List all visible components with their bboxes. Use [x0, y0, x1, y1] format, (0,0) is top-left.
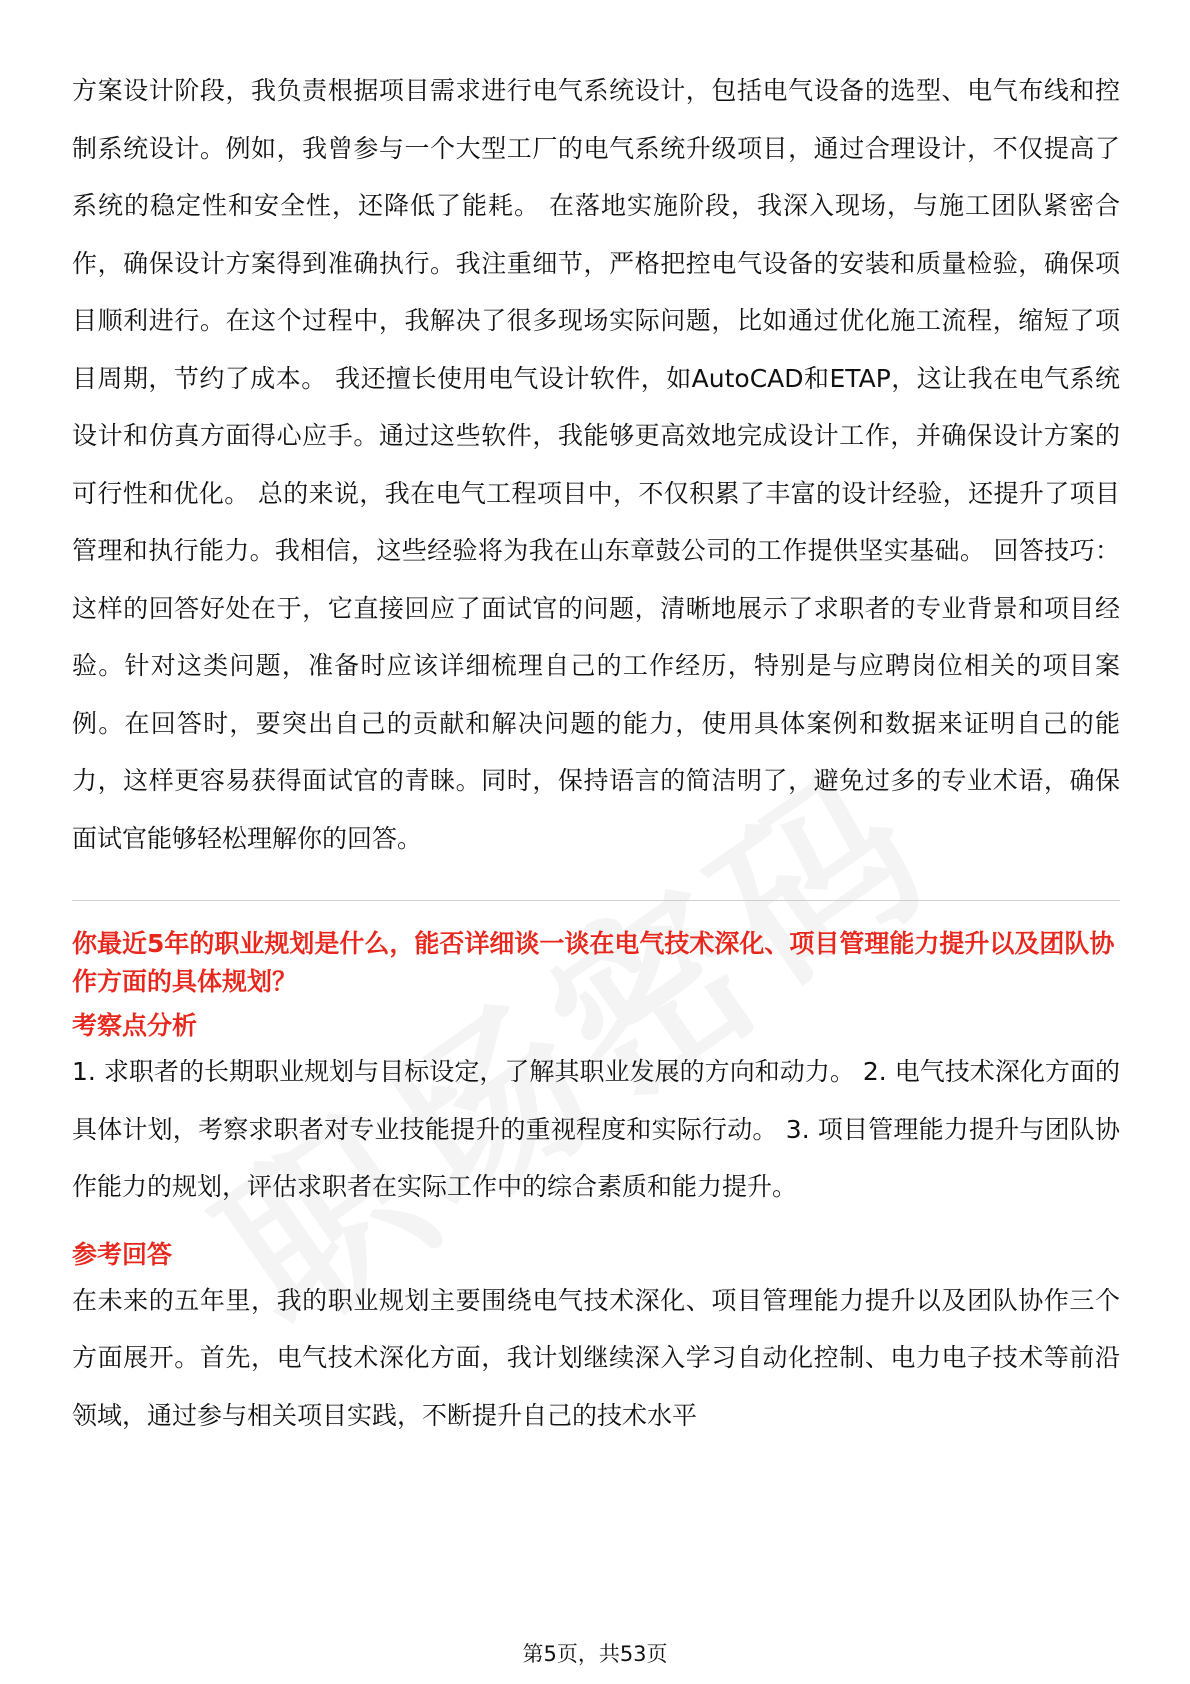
analysis-text: 1. 求职者的长期职业规划与目标设定，了解其职业发展的方向和动力。 2. 电气技术深化方面的具体计划，考察求职者对专业技能提升的重视程度和实际行动。 3. 项目管理能力提升与团队协作能力的规划，评估求职者在实际工作中的综合素质和能力提升。 [72, 1057, 1120, 1201]
analysis-heading: 考察点分析 [72, 1011, 198, 1040]
answer-text: 在未来的五年里，我的职业规划主要围绕电气技术深化、项目管理能力提升以及团队协作三个方面展开。首先，电气技术深化方面，我计划继续深入学习自动化控制、电力电子技术等前沿领域，通过参与相关项目实践，不断提升自己的技术水平 [72, 1285, 1120, 1430]
page-number: 第5页，共53页 [522, 1642, 668, 1666]
section-divider [72, 900, 1120, 901]
previous-answer-continuation: 方案设计阶段，我负责根据项目需求进行电气系统设计，包括电气设备的选型、电气布线和控制系统设计。例如，我曾参与一个大型工厂的电气系统升级项目，通过合理设计，不仅提高了系统的稳定性和安全性，还降低了能耗。 在落地实施阶段，我深入现场，与施工团队紧密合作，确保设计方案得到准确执行。我注重细节，严格把控电气设备的安装和质量检验，确保项目顺利进行。在这个过程中，我解决了很多现场实际问题，比如通过优化施工流程，缩短了项目周期，节约了成本。 我还擅长使用电气设计软件，如AutoCAD和ETAP，这让我在电气系统设计和仿真方面得心应手。通过这些软件，我能够更高效地完成设计工作，并确保设计方案的可行性和优化。 总的来说，我在电气工程项目中，不仅积累了丰富的设计经验，还提升了项目管理和执行能力。我相信，这些经验将为我在山东章鼓公司的工作提供坚实基础。 回答技巧： 这样的回答好处在于，它直接回应了面试官的问题，清晰地展示了求职者的专业背景和项目经验。针对这类问题，准备时应该详细梳理自己的工作经历，特别是与应聘岗位相关的项目案例。在回答时，要突出自己的贡献和解决问题的能力，使用具体案例和数据来证明自己的能力，这样更容易获得面试官的青睐。同时，保持语言的简洁明了，避免过多的专业术语，确保面试官能够轻松理解你的回答。 [72, 76, 1120, 853]
answer-heading: 参考回答 [72, 1239, 173, 1269]
page-content [72, 62, 1120, 1444]
interview-question: 你最近5年的职业规划是什么，能否详细谈一谈在电气技术深化、项目管理能力提升以及团队协作方面的具体规划？ [72, 929, 1115, 996]
